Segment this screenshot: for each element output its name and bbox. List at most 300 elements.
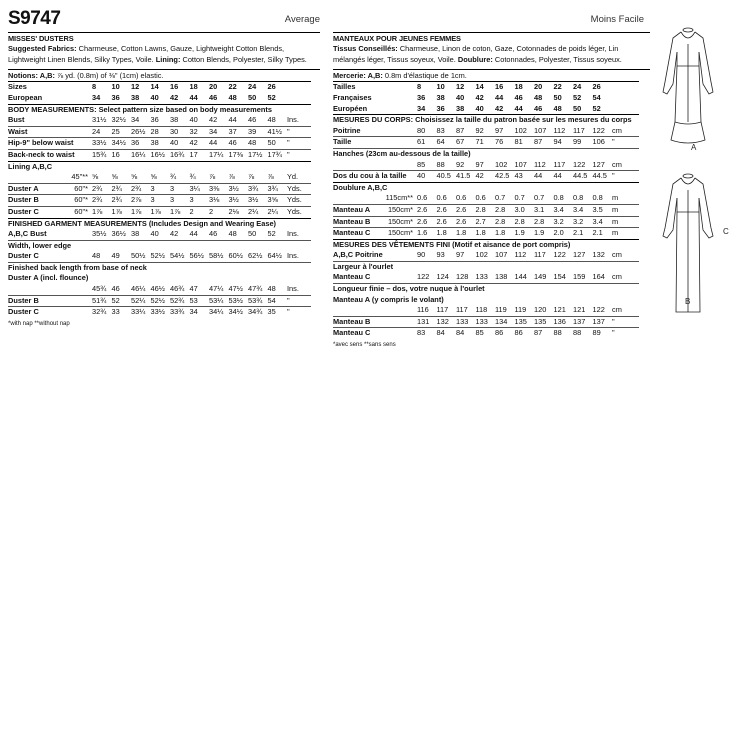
table-cell: 133 bbox=[456, 316, 476, 328]
table-cell: Yds. bbox=[287, 206, 311, 218]
table-cell: 54 bbox=[268, 295, 288, 307]
table-cell: 32 bbox=[190, 126, 210, 138]
table-cell: 52 bbox=[592, 103, 601, 113]
table-cell: 117 bbox=[436, 305, 449, 315]
table-cell: 46¾ bbox=[170, 284, 185, 294]
table-cell: 2.6 bbox=[437, 204, 457, 216]
table-cell: 3⅝ bbox=[268, 195, 288, 207]
table-cell: 84 bbox=[456, 328, 476, 339]
table-cell: 3⅜ bbox=[209, 183, 229, 195]
table-cell: 1.9 bbox=[515, 228, 535, 240]
table-cell: 54½ bbox=[170, 251, 185, 261]
pattern-code: S9747 bbox=[8, 8, 61, 29]
table-cell: 32½ bbox=[111, 115, 126, 125]
table-cell: 134 bbox=[495, 316, 515, 328]
notions-en: Notions: A,B: ⅞ yd. (0.8m) of ⅜" (1cm) elastic. bbox=[8, 69, 320, 82]
table-cell: Yd. bbox=[287, 172, 299, 182]
table-cell: 28 bbox=[151, 126, 171, 138]
french-column bbox=[333, 10, 650, 348]
table-row bbox=[333, 104, 639, 115]
table-cell: 3½ bbox=[229, 195, 249, 207]
table-cell: 102 bbox=[495, 159, 508, 169]
table-cell: 0.8 bbox=[573, 193, 584, 203]
table-cell: 127 bbox=[573, 250, 586, 260]
table-cell: 2.8 bbox=[495, 204, 515, 216]
table-cell: 2.8 bbox=[534, 216, 554, 228]
table-cell: 52 bbox=[112, 295, 132, 307]
table-cell: 89 bbox=[593, 328, 613, 339]
fabrics-paragraph: Tissus Conseillés: Charmeuse, Linon de coton, Gaze, Cotonnades de poids léger, Lin mélangés léger, Tissus soyeux, Voile. Doublure: Cotonnades, Polyester, Tissus soyeux. bbox=[333, 44, 622, 64]
table-cell: 1⅞ bbox=[131, 206, 151, 218]
table-cell: 12 bbox=[131, 82, 151, 93]
table-cell: 80 bbox=[417, 125, 426, 135]
table-row bbox=[333, 137, 639, 149]
table-cell: 34 bbox=[417, 103, 426, 113]
table-cell: 35 bbox=[268, 307, 288, 318]
table-cell: 39 bbox=[248, 126, 268, 138]
table-cell: Poitrine bbox=[333, 125, 361, 135]
table-cell: ⅝ bbox=[131, 172, 138, 182]
fabrics-paragraph: Suggested Fabrics: Charmeuse, Cotton Lawns, Gauze, Lightweight Cotton Blends, Lightweight Linen Blends, Silky Types, Voile. Lining: Cotton Blends, Polyester, Silky Types. bbox=[8, 44, 307, 64]
table-row bbox=[333, 216, 639, 228]
table-cell: 97 bbox=[495, 125, 504, 135]
table-row bbox=[8, 172, 311, 183]
table-cell: 44 bbox=[554, 171, 574, 183]
table-cell: 2.6 bbox=[417, 204, 437, 216]
table-cell: 38 bbox=[170, 115, 179, 125]
table-cell: 60½ bbox=[228, 251, 243, 261]
table-row bbox=[8, 149, 311, 161]
table-cell: 164 bbox=[592, 272, 605, 282]
table-cell: 131 bbox=[417, 316, 437, 328]
table-row bbox=[333, 228, 639, 240]
table-cell: 85 bbox=[417, 159, 426, 169]
table-cell: 137 bbox=[573, 316, 593, 328]
table-cell: 87 bbox=[534, 328, 554, 339]
table-cell: 48 bbox=[267, 284, 276, 294]
table-row bbox=[8, 229, 311, 240]
table-cell: 3¾ bbox=[268, 183, 288, 195]
table-cell: 144 bbox=[514, 272, 527, 282]
table-cell: 46 bbox=[111, 284, 120, 294]
table-cell: 47½ bbox=[228, 284, 243, 294]
table-cell: 3⅛ bbox=[209, 195, 229, 207]
table-cell: 47 bbox=[189, 284, 198, 294]
table-row bbox=[8, 82, 311, 93]
table-cell: 149 bbox=[534, 272, 547, 282]
table-row bbox=[8, 240, 311, 251]
table-row bbox=[333, 250, 639, 261]
table-cell: 1⅞ bbox=[92, 206, 112, 218]
table-cell: 50 bbox=[248, 229, 257, 239]
table-cell: Manteau A (y compris le volant) bbox=[333, 294, 444, 304]
table-cell: 33 bbox=[112, 307, 132, 318]
table-cell: 2.7 bbox=[476, 216, 496, 228]
table-cell: 34 bbox=[209, 126, 229, 138]
table-cell: 1⅞ bbox=[151, 206, 171, 218]
table-row bbox=[8, 251, 311, 262]
table-cell: 3 bbox=[151, 183, 171, 195]
table-cell: 52½ bbox=[151, 295, 171, 307]
table-cell: 3¼ bbox=[190, 183, 210, 195]
table-cell: 2⅛ bbox=[229, 206, 249, 218]
table-cell: 38 bbox=[131, 229, 140, 239]
table-cell: Taille bbox=[333, 137, 417, 149]
table-row bbox=[333, 328, 639, 339]
table-cell: 38 bbox=[436, 92, 445, 102]
table-cell: 2¼ bbox=[248, 206, 268, 218]
table-cell: 42 bbox=[170, 92, 179, 102]
table-cell: 1⅞ bbox=[170, 206, 190, 218]
table-cell: 120 bbox=[534, 305, 547, 315]
table-cell: 42 bbox=[190, 138, 210, 150]
table-cell: cm bbox=[612, 272, 622, 282]
table-cell: Manteau C bbox=[333, 328, 417, 339]
table-cell: 92 bbox=[475, 125, 484, 135]
table-cell: 0.8 bbox=[592, 193, 603, 203]
table-cell: 43 bbox=[515, 171, 535, 183]
table-row bbox=[333, 115, 639, 126]
table-cell: 45¾ bbox=[92, 284, 107, 294]
table-cell bbox=[612, 82, 639, 93]
table-cell: 15¾ bbox=[92, 149, 112, 161]
table-cell: 20 bbox=[534, 82, 554, 93]
table-row bbox=[8, 284, 311, 295]
table-cell: 48 bbox=[92, 251, 101, 261]
table-cell: 18 bbox=[190, 82, 210, 93]
sketch-view-a bbox=[663, 28, 713, 143]
table-cell: 3.4 bbox=[573, 204, 593, 216]
table-cell: 18 bbox=[515, 82, 535, 93]
table-cell: 136 bbox=[554, 316, 574, 328]
table-cell: 50 bbox=[573, 103, 582, 113]
table-cell: 86 bbox=[495, 328, 515, 339]
table-cell: Ins. bbox=[287, 251, 299, 261]
sketch-label-a: A bbox=[691, 143, 697, 152]
table-cell: 112 bbox=[534, 159, 546, 169]
table-cell: 48 bbox=[228, 92, 237, 102]
table-cell: 50 bbox=[553, 92, 562, 102]
table-cell: m bbox=[612, 204, 639, 216]
sketch-label-b: B bbox=[685, 297, 691, 306]
table-cell: 46 bbox=[248, 115, 257, 125]
table-cell: 135 bbox=[515, 316, 535, 328]
english-column bbox=[8, 10, 320, 327]
table-cell: Ins. bbox=[287, 284, 299, 294]
size-table-fr bbox=[333, 81, 639, 339]
table-cell: 16¼ bbox=[131, 149, 151, 161]
table-cell: 86 bbox=[515, 328, 535, 339]
table-cell: 20 bbox=[209, 82, 229, 93]
table-cell: 24 bbox=[573, 82, 593, 93]
table-cell: 50 bbox=[268, 138, 288, 150]
table-cell: 44.5 bbox=[593, 171, 613, 183]
table-cell: 53¼ bbox=[209, 295, 229, 307]
table-cell: 93 bbox=[436, 250, 445, 260]
table-cell: 51¾ bbox=[92, 295, 112, 307]
table-cell: 2.6 bbox=[437, 216, 457, 228]
table-cell: 3.0 bbox=[515, 204, 535, 216]
table-cell: ⅝ bbox=[150, 172, 157, 182]
table-cell: Manteau C bbox=[333, 272, 371, 282]
table-cell: 3.4 bbox=[593, 216, 613, 228]
table-cell: 2.6 bbox=[456, 204, 476, 216]
table-cell: 2.8 bbox=[495, 216, 515, 228]
table-cell: 36 bbox=[131, 138, 151, 150]
table-cell: 44 bbox=[189, 92, 198, 102]
footnote-fr: *avec sens **sans sens bbox=[333, 342, 396, 349]
table-cell: 46 bbox=[534, 103, 543, 113]
table-cell: 24 bbox=[248, 82, 268, 93]
table-cell: 53¾ bbox=[248, 295, 268, 307]
table-cell: 1.9 bbox=[534, 228, 554, 240]
table-row bbox=[8, 104, 311, 115]
table-cell: Largeur à l'ourlet bbox=[333, 261, 639, 272]
table-cell: 44 bbox=[209, 138, 229, 150]
table-cell: 3 bbox=[170, 195, 190, 207]
table-cell: 138 bbox=[495, 272, 508, 282]
table-cell bbox=[287, 82, 311, 93]
table-cell: 14 bbox=[151, 82, 171, 93]
table-row bbox=[8, 93, 311, 104]
table-cell: 33½ bbox=[151, 307, 171, 318]
table-cell: 47¾ bbox=[248, 284, 263, 294]
table-cell: 36 bbox=[150, 115, 159, 125]
table-cell: 40 bbox=[189, 115, 198, 125]
table-cell: 44 bbox=[228, 115, 237, 125]
table-cell: Manteau A 150cm* bbox=[333, 204, 417, 216]
section-title: MANTEAUX POUR JEUNES FEMMES bbox=[333, 34, 461, 43]
table-cell: 44 bbox=[514, 103, 523, 113]
table-cell: 8 bbox=[417, 82, 437, 93]
table-cell: 1.8 bbox=[476, 228, 496, 240]
table-cell: 2.1 bbox=[573, 228, 593, 240]
header-fr bbox=[333, 10, 650, 32]
table-cell: 26 bbox=[268, 82, 288, 93]
table-cell: MESURES DES VÊTEMENTS FINI (Motif et aisance de port compris) bbox=[333, 239, 639, 250]
table-cell: 112 bbox=[514, 250, 527, 260]
table-cell: 40.5 bbox=[437, 171, 457, 183]
table-cell: 53 bbox=[190, 295, 210, 307]
table-cell: Duster B bbox=[8, 295, 92, 307]
table-cell: 3½ bbox=[248, 195, 268, 207]
table-cell: " bbox=[287, 138, 311, 150]
table-cell: Manteau B bbox=[333, 316, 417, 328]
table-cell: 14 bbox=[476, 82, 496, 93]
table-row bbox=[8, 138, 311, 150]
table-row bbox=[333, 284, 639, 295]
table-row bbox=[333, 160, 639, 171]
table-cell: ⅝ bbox=[111, 172, 118, 182]
table-cell: 122 bbox=[417, 272, 430, 282]
table-cell: 38 bbox=[456, 103, 465, 113]
table-cell: " bbox=[287, 307, 311, 318]
table-cell: 81 bbox=[515, 137, 535, 149]
table-cell: 16 bbox=[495, 82, 515, 93]
table-cell: FINISHED GARMENT MEASUREMENTS (Includes Design and Wearing Ease) bbox=[8, 218, 311, 229]
table-row bbox=[8, 206, 311, 218]
table-cell: 117 bbox=[573, 125, 585, 135]
table-cell: 67 bbox=[456, 137, 476, 149]
table-cell: 1⅞ bbox=[112, 206, 132, 218]
table-cell: 52¾ bbox=[170, 295, 190, 307]
table-cell: 0.7 bbox=[495, 193, 506, 203]
table-cell: 3.2 bbox=[554, 216, 574, 228]
table-cell: 0.6 bbox=[475, 193, 486, 203]
table-cell: 122 bbox=[573, 159, 586, 169]
table-cell: Hip-9" below waist bbox=[8, 138, 92, 150]
table-cell: 25 bbox=[112, 126, 132, 138]
table-cell: 1.8 bbox=[495, 228, 515, 240]
table-cell: 2 bbox=[209, 206, 229, 218]
table-cell: 88 bbox=[436, 159, 445, 169]
table-cell: 37 bbox=[229, 126, 249, 138]
table-cell bbox=[287, 93, 311, 104]
table-cell: Manteau B 150cm* bbox=[333, 216, 417, 228]
table-cell: A,B,C Poitrine bbox=[333, 250, 383, 260]
table-cell: 90 bbox=[417, 250, 426, 260]
table-cell: Longueur finie – dos, votre nuque à l'ourlet bbox=[333, 284, 639, 295]
table-cell: 52½ bbox=[150, 251, 165, 261]
table-cell: 133 bbox=[476, 316, 496, 328]
table-cell: 22 bbox=[554, 82, 574, 93]
table-cell: 22 bbox=[229, 82, 249, 93]
table-cell: Duster C 60"* bbox=[8, 206, 92, 218]
table-cell: 117 bbox=[534, 250, 546, 260]
table-cell: 50 bbox=[248, 92, 257, 102]
table-cell: 33½ bbox=[92, 138, 112, 150]
difficulty-fr: Moins Facile bbox=[590, 14, 644, 25]
table-cell: 88 bbox=[554, 328, 574, 339]
table-cell: 137 bbox=[593, 316, 613, 328]
table-cell: 1.8 bbox=[437, 228, 457, 240]
table-cell: 56½ bbox=[189, 251, 204, 261]
table-cell: Waist bbox=[8, 126, 92, 138]
table-row bbox=[333, 148, 639, 159]
table-cell: 34½ bbox=[229, 307, 249, 318]
table-cell: 122 bbox=[592, 305, 605, 315]
table-cell: Sizes bbox=[8, 82, 92, 93]
table-cell: 3¾ bbox=[248, 183, 268, 195]
table-cell: Dos du cou à la taille bbox=[333, 171, 417, 183]
table-cell: 2 bbox=[190, 206, 210, 218]
table-cell: 3.1 bbox=[534, 204, 554, 216]
table-cell: Ins. bbox=[287, 229, 299, 239]
table-cell: Françaises bbox=[333, 92, 372, 102]
table-cell: 0.7 bbox=[514, 193, 525, 203]
table-cell: 92 bbox=[456, 159, 465, 169]
table-cell: 44.5 bbox=[573, 171, 593, 183]
table-row bbox=[8, 195, 311, 207]
table-cell: 2.0 bbox=[554, 228, 574, 240]
table-row bbox=[333, 305, 639, 316]
table-row bbox=[8, 295, 311, 307]
table-cell bbox=[333, 305, 417, 316]
table-cell: 97 bbox=[475, 159, 484, 169]
table-row bbox=[333, 239, 639, 250]
table-cell: 107 bbox=[495, 250, 508, 260]
table-cell: 35½ bbox=[92, 229, 107, 239]
table-cell: 3 bbox=[151, 195, 171, 207]
table-cell: 47¼ bbox=[209, 284, 224, 294]
table-cell: " bbox=[287, 126, 311, 138]
table-cell: 10 bbox=[437, 82, 457, 93]
table-cell: ¾ bbox=[170, 172, 177, 182]
table-cell: 42 bbox=[475, 92, 484, 102]
table-cell: Duster B 60"* bbox=[8, 195, 92, 207]
table-cell: ⅞ bbox=[267, 172, 274, 182]
table-cell: 119 bbox=[514, 305, 527, 315]
table-cell: 33¾ bbox=[170, 307, 190, 318]
table-cell: cm bbox=[612, 125, 622, 135]
table-row bbox=[8, 161, 311, 172]
table-cell: ⅝ bbox=[92, 172, 99, 182]
table-row bbox=[333, 316, 639, 328]
table-cell: 40 bbox=[456, 92, 465, 102]
table-cell: m bbox=[612, 193, 619, 203]
table-cell: 46 bbox=[229, 138, 249, 150]
table-row bbox=[333, 272, 639, 283]
table-row bbox=[8, 183, 311, 195]
table-cell: 132 bbox=[437, 316, 457, 328]
table-cell: 36 bbox=[417, 92, 426, 102]
table-row bbox=[333, 182, 639, 193]
table-cell: 0.6 bbox=[417, 193, 428, 203]
table-cell: 50½ bbox=[131, 251, 146, 261]
table-cell: " bbox=[287, 149, 311, 161]
table-cell: Finished back length from base of neck bbox=[8, 262, 311, 273]
table-cell: 117 bbox=[553, 159, 566, 169]
table-cell: 71 bbox=[476, 137, 496, 149]
table-cell: m bbox=[612, 216, 639, 228]
table-cell: 64 bbox=[437, 137, 457, 149]
table-cell: 0.6 bbox=[456, 193, 467, 203]
table-cell: 2.8 bbox=[515, 216, 535, 228]
table-cell: 26½ bbox=[131, 126, 151, 138]
table-cell: 116 bbox=[417, 305, 429, 315]
table-cell: 36 bbox=[111, 92, 120, 102]
table-cell: Duster C bbox=[8, 251, 39, 261]
table-cell: 46 bbox=[209, 92, 218, 102]
table-cell: 41.5 bbox=[456, 171, 476, 183]
table-cell: 102 bbox=[514, 125, 527, 135]
table-cell: Européen bbox=[333, 103, 368, 113]
table-cell: cm bbox=[612, 159, 622, 169]
table-cell: 94 bbox=[554, 137, 574, 149]
table-cell: Tailles bbox=[333, 82, 417, 93]
table-cell: 52 bbox=[267, 92, 276, 102]
table-cell: 2¾ bbox=[131, 183, 151, 195]
table-cell: 0.8 bbox=[553, 193, 564, 203]
table-cell: 46 bbox=[209, 229, 218, 239]
table-cell: 87 bbox=[456, 125, 465, 135]
table-cell: 16 bbox=[170, 82, 190, 93]
table-cell: 2¾ bbox=[92, 183, 112, 195]
table-cell: " bbox=[612, 171, 639, 183]
table-cell: 85 bbox=[476, 328, 496, 339]
table-cell: 17¾ bbox=[268, 149, 288, 161]
table-row bbox=[8, 115, 311, 126]
notions-fr: Mercerie: A,B: 0.8m d'élastique de 1cm. bbox=[333, 69, 650, 82]
table-cell: 61 bbox=[417, 137, 437, 149]
table-cell: 44 bbox=[495, 92, 504, 102]
table-cell: 106 bbox=[593, 137, 613, 149]
table-cell: 102 bbox=[475, 250, 488, 260]
table-cell: 58½ bbox=[209, 251, 224, 261]
table-cell: 48 bbox=[534, 92, 543, 102]
table-cell: 34¾ bbox=[248, 307, 268, 318]
table-cell: 32¾ bbox=[92, 307, 112, 318]
